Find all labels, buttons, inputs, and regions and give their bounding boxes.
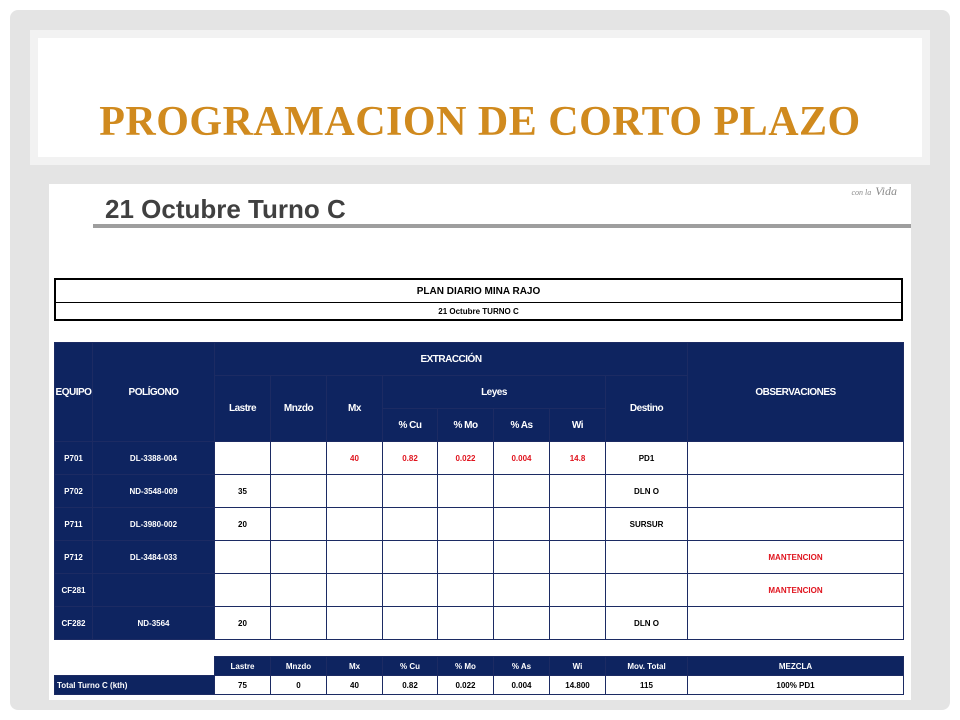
cell-cu: 0.82 — [383, 442, 438, 475]
cell-destino: DLN O — [606, 607, 688, 640]
cell-mx: 40 — [327, 442, 383, 475]
table-row — [55, 508, 904, 541]
plan-title-table — [54, 278, 903, 321]
total-as: 0.004 — [494, 676, 550, 695]
cell-destino — [606, 574, 688, 607]
logo-small-text: con la — [851, 188, 872, 197]
totals-header-as: % As — [494, 657, 550, 676]
totals-label: Total Turno C (kth) — [55, 676, 215, 695]
header-leyes: Leyes — [383, 376, 606, 409]
totals-table — [54, 656, 904, 695]
cell-lastre: 35 — [215, 475, 271, 508]
header-poligono: POLÍGONO — [93, 343, 215, 442]
totals-header-mnzdo: Mnzdo — [271, 657, 327, 676]
table-row — [55, 475, 904, 508]
cell-as — [494, 607, 550, 640]
slide-title-box — [30, 30, 930, 165]
total-mnzdo: 0 — [271, 676, 327, 695]
cell-destino: PD1 — [606, 442, 688, 475]
cell-equipo: P702 — [55, 475, 93, 508]
table-row — [55, 541, 904, 574]
cell-wi — [550, 607, 606, 640]
cell-mnzdo — [271, 574, 327, 607]
cell-equipo: CF281 — [55, 574, 93, 607]
header-mo: % Mo — [438, 409, 494, 442]
document-heading: 21 Octubre Turno C — [105, 194, 346, 224]
cell-as — [494, 574, 550, 607]
cell-wi — [550, 574, 606, 607]
totals-header-mo: % Mo — [438, 657, 494, 676]
cell-mx — [327, 574, 383, 607]
cell-mx — [327, 475, 383, 508]
header-mnzdo: Mnzdo — [271, 376, 327, 442]
header-as: % As — [494, 409, 550, 442]
header-destino: Destino — [606, 376, 688, 442]
heading-divider — [93, 224, 911, 228]
cell-equipo: P712 — [55, 541, 93, 574]
cell-as — [494, 475, 550, 508]
cell-cu — [383, 607, 438, 640]
total-cu: 0.82 — [383, 676, 438, 695]
totals-header-mezcla: MEZCLA — [688, 657, 904, 676]
totals-header-lastre: Lastre — [215, 657, 271, 676]
header-cu: % Cu — [383, 409, 438, 442]
header-wi: Wi — [550, 409, 606, 442]
cell-lastre — [215, 574, 271, 607]
cell-observaciones — [688, 475, 904, 508]
cell-cu — [383, 508, 438, 541]
cell-mnzdo — [271, 442, 327, 475]
total-lastre: 75 — [215, 676, 271, 695]
cell-equipo: P711 — [55, 508, 93, 541]
slide-title: PROGRAMACION DE CORTO PLAZO — [99, 99, 861, 145]
cell-wi — [550, 475, 606, 508]
totals-header-cu: % Cu — [383, 657, 438, 676]
header-extraccion: EXTRACCIÓN — [215, 343, 688, 376]
cell-mo — [438, 574, 494, 607]
cell-equipo: CF282 — [55, 607, 93, 640]
table-row — [55, 574, 904, 607]
cell-destino: SURSUR — [606, 508, 688, 541]
cell-mnzdo — [271, 541, 327, 574]
header-lastre: Lastre — [215, 376, 271, 442]
cell-mo — [438, 607, 494, 640]
company-logo — [851, 184, 897, 199]
cell-poligono: ND-3548-009 — [93, 475, 215, 508]
header-mx: Mx — [327, 376, 383, 442]
cell-poligono — [93, 574, 215, 607]
cell-lastre — [215, 541, 271, 574]
cell-cu — [383, 475, 438, 508]
totals-header-spacer — [55, 657, 215, 676]
cell-poligono: ND-3564 — [93, 607, 215, 640]
cell-mnzdo — [271, 508, 327, 541]
cell-poligono: DL-3484-033 — [93, 541, 215, 574]
cell-wi: 14.8 — [550, 442, 606, 475]
cell-observaciones — [688, 607, 904, 640]
plan-subtitle: 21 Octubre TURNO C — [55, 303, 902, 321]
cell-as: 0.004 — [494, 442, 550, 475]
cell-mo: 0.022 — [438, 442, 494, 475]
plan-title: PLAN DIARIO MINA RAJO — [55, 279, 902, 303]
totals-header-wi: Wi — [550, 657, 606, 676]
cell-mx — [327, 508, 383, 541]
table-row — [55, 442, 904, 475]
cell-lastre: 20 — [215, 508, 271, 541]
total-mo: 0.022 — [438, 676, 494, 695]
cell-mnzdo — [271, 607, 327, 640]
header-observaciones: OBSERVACIONES — [688, 343, 904, 442]
totals-row — [55, 676, 904, 695]
totals-header-mov-total: Mov. Total — [606, 657, 688, 676]
cell-equipo: P701 — [55, 442, 93, 475]
cell-wi — [550, 508, 606, 541]
cell-observaciones — [688, 442, 904, 475]
cell-as — [494, 508, 550, 541]
cell-observaciones: MANTENCION — [688, 541, 904, 574]
cell-cu — [383, 541, 438, 574]
cell-lastre: 20 — [215, 607, 271, 640]
cell-cu — [383, 574, 438, 607]
total-mx: 40 — [327, 676, 383, 695]
cell-mo — [438, 475, 494, 508]
header-equipo: EQUIPO — [55, 343, 93, 442]
cell-mx — [327, 541, 383, 574]
table-row — [55, 607, 904, 640]
cell-poligono: DL-3388-004 — [93, 442, 215, 475]
total-mezcla: 100% PD1 — [688, 676, 904, 695]
cell-wi — [550, 541, 606, 574]
totals-header-mx: Mx — [327, 657, 383, 676]
extraction-table — [54, 342, 904, 640]
cell-destino: DLN O — [606, 475, 688, 508]
cell-poligono: DL-3980-002 — [93, 508, 215, 541]
document-image — [49, 184, 911, 700]
cell-mnzdo — [271, 475, 327, 508]
logo-main-text: Vida — [875, 184, 897, 198]
cell-observaciones: MANTENCION — [688, 574, 904, 607]
cell-mo — [438, 541, 494, 574]
total-wi: 14.800 — [550, 676, 606, 695]
cell-mo — [438, 508, 494, 541]
total-mov-total: 115 — [606, 676, 688, 695]
cell-as — [494, 541, 550, 574]
cell-destino — [606, 541, 688, 574]
cell-lastre — [215, 442, 271, 475]
cell-mx — [327, 607, 383, 640]
cell-observaciones — [688, 508, 904, 541]
